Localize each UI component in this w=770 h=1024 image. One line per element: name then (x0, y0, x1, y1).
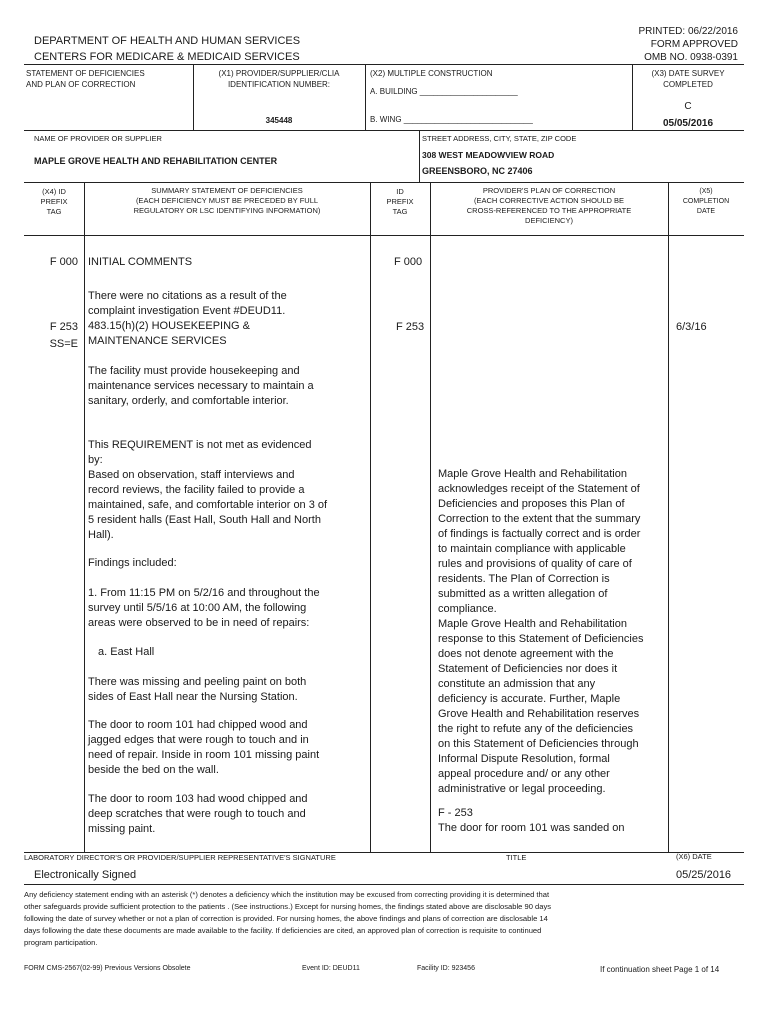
id-header: ID PREFIX TAG (386, 187, 414, 216)
x3-label: (X3) DATE SURVEY COMPLETED (651, 69, 725, 89)
department-name: DEPARTMENT OF HEALTH AND HUMAN SERVICES (34, 35, 301, 47)
regulation-title: 483.15(h)(2) HOUSEKEEPING & MAINTENANCE SERVICES (88, 320, 251, 347)
east-hall-heading: a. East Hall (98, 646, 155, 658)
title-label: TITLE (506, 853, 527, 862)
no-citations-text: There were no citations as a result of the complaint investigation Event #DEUD11. (88, 290, 287, 317)
x4-header: (X4) ID PREFIX TAG (40, 187, 68, 216)
city-state-zip: GREENSBORO, NC 27406 (422, 166, 533, 176)
x5-header: (X5) COMPLETION DATE (682, 188, 730, 215)
findings-label: Findings included: (88, 557, 177, 569)
disclaimer: Any deficiency statement ending with an asterisk (*) denotes a deficiency which the institution may be excused from correcting providing it is determined that other safeguards provide sufficient protection to the patients . (See instructions.) Except for nursing homes, the findings stated above are disclosable 90 days following the date of survey whether or not a plan of correction is provided. For nursing homes, the above findings and plans of correction are disclosable 14 days following the date these documents are made available to the facility. If deficiencies are cited, an approved plan of correction is requisite to continued program participation. (24, 890, 552, 947)
room-101-finding: The door to room 101 had chipped wood and jagged edges that were rough to touch and in need of repair. Inside in room 101 missing paint beside the bed on the wall. (88, 719, 320, 776)
finding-1: 1. From 11:15 PM on 5/2/16 and throughout the survey until 5/5/16 at 10:00 AM, the following areas were observed to be in need of repairs: (88, 587, 320, 629)
street-address: 308 WEST MEADOWVIEW ROAD (422, 150, 555, 160)
scope-severity: SS=E (49, 338, 78, 350)
summary-header: SUMMARY STATEMENT OF DEFICIENCIES (EACH DEFICIENCY MUST BE PRECEDED BY FULL REGULATORY OR LSC IDENTIFYING INFORMATION) (133, 186, 321, 215)
id-f000: F 000 (394, 256, 423, 268)
east-hall-paint: There was missing and peeling paint on both sides of East Hall near the Nursing Station. (88, 676, 307, 703)
completion-date: 6/3/16 (676, 321, 707, 333)
plan-f253: F - 253 The door for room 101 was sanded on (438, 807, 625, 834)
provider-id-number: 345448 (265, 116, 293, 125)
signature-date-label: (X6) DATE (676, 852, 712, 861)
not-met-text: This REQUIREMENT is not met as evidenced by: Based on observation, staff interviews and record reviews, the facility failed to provide a maintained, safe, and comfortable interior on 3 of 5 resident halls (East Hall, South Hall and North Hall). (88, 439, 328, 541)
survey-code: C (684, 101, 692, 112)
room-103-finding: The door to room 103 had wood chipped and deep scratches that were rough to touch and missing paint. (88, 793, 308, 835)
plan-header: PROVIDER'S PLAN OF CORRECTION (EACH CORRECTIVE ACTION SHOULD BE CROSS-REFERENCED TO THE APPROPRIATE DEFICIENCY) (466, 186, 632, 225)
initial-comments-heading: INITIAL COMMENTS (88, 256, 193, 268)
agency-name: CENTERS FOR MEDICARE & MEDICAID SERVICES (34, 51, 300, 63)
provider-name: MAPLE GROVE HEALTH AND REHABILITATION CENTER (34, 156, 278, 166)
x2-label: (X2) MULTIPLE CONSTRUCTION (370, 69, 493, 78)
signature-date: 05/25/2016 (676, 869, 732, 881)
provider-name-label: NAME OF PROVIDER OR SUPPLIER (34, 134, 162, 143)
form-approved: FORM APPROVED (650, 39, 738, 50)
requirement-text: The facility must provide housekeeping and maintenance services necessary to maintain a sanitary, orderly, and comfortable interior. (88, 365, 314, 407)
plan-acknowledgement: Maple Grove Health and Rehabilitation acknowledges receipt of the Statement of Deficiencies and proposes this Plan of Correction to the extent that the summary of findings is factually correct and is order to maintain compliance with applicable rules and provisions of quality of care of residents. The Plan of Correction is submitted as a written allegation of compliance. Maple Grove Health and Rehabilitation response to this Statement of Deficiencies does not denote agreement with the Statement of Deficiencies nor does it constitute an admission that any deficiency is accurate. Further, Maple Grove Health and Rehabilitation reserves the right to refute any of the deficiencies on this Statement of Deficiencies through Informal Dispute Resolution, formal appeal procedure and/ or any other administrative or legal proceeding. (438, 468, 644, 795)
event-id: Event ID: DEUD11 (302, 965, 360, 972)
tag-f253: F 253 (49, 321, 78, 333)
printed-date: PRINTED: 06/22/2016 (638, 26, 738, 37)
signature-value: Electronically Signed (34, 869, 137, 881)
form-number: FORM CMS-2567(02-99) Previous Versions Obsolete (24, 965, 191, 972)
address-label: STREET ADDRESS, CITY, STATE, ZIP CODE (422, 134, 577, 143)
omb-number: OMB NO. 0938-0391 (644, 52, 738, 63)
facility-id: Facility ID: 923456 (417, 965, 475, 972)
tag-f000: F 000 (49, 256, 78, 268)
statement-label: STATEMENT OF DEFICIENCIES AND PLAN OF CORRECTION (26, 69, 145, 89)
building-label: A. BUILDING ______________________ (370, 87, 518, 96)
wing-label: B. WING _____________________________ (370, 115, 533, 124)
survey-completed-date: 05/05/2016 (662, 118, 714, 129)
page-number: If continuation sheet Page 1 of 14 (600, 965, 720, 974)
x1-label: (X1) PROVIDER/SUPPLIER/CLIA IDENTIFICATION NUMBER: (218, 69, 340, 89)
id-f253: F 253 (396, 321, 425, 333)
signature-label: LABORATORY DIRECTOR'S OR PROVIDER/SUPPLIER REPRESENTATIVE'S SIGNATURE (24, 853, 336, 862)
